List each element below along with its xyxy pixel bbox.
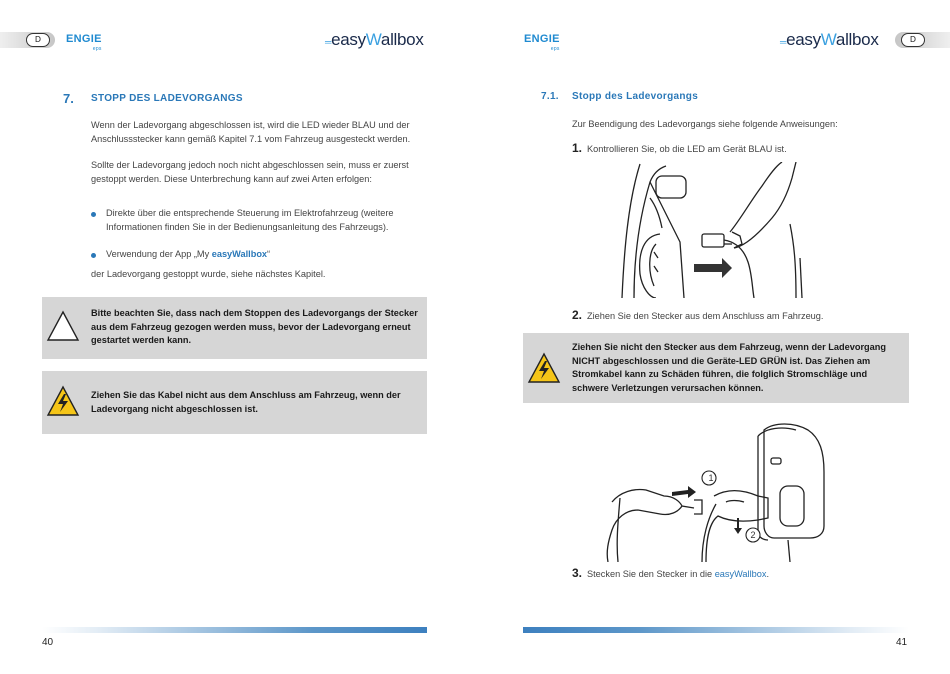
bullet-2-brand: easyWallbox [211,249,268,259]
caution-triangle-icon [46,310,80,342]
step-3-brand: easyWallbox [714,569,767,579]
engie-logo-sub: eps [550,46,560,52]
section-number: 7. [63,91,74,106]
warning-box-text: Ziehen Sie das Kabel nicht aus dem Anschluss am Fahrzeug, wenn der Ladevorgang nicht abgeschlossen ist. [91,390,401,414]
section-title: STOPP DES LADEVORGANGS [91,93,243,104]
brand-w: W [820,30,836,49]
bullet-dot [91,253,96,258]
engie-logo-sub: eps [92,46,102,52]
warning-box [42,371,427,434]
brand-w: W [365,30,381,49]
chapter-tab-left [0,32,55,48]
step-3-number: 3. [572,566,583,580]
step-3-suffix: . [766,569,769,579]
bullet-2-prefix: Verwendung der App „My [106,249,212,259]
footer-bar-left [42,627,427,633]
engie-logo-text: ENGIE [66,33,102,45]
paragraph-1: Wenn der Ladevorgang abgeschlossen ist, wird die LED wieder BLAU und der Anschlussstecker kann gemäß Kapitel 7.1 vom Fahrzeug ausgesteckt werden. [91,120,411,144]
callout-1: 1 [708,473,714,483]
warning-box-right [523,333,909,403]
step-1-number: 1. [572,141,583,155]
step-3-prefix: Stecken Sie den Stecker in die [587,569,715,579]
bullet-2-suffix: “ [267,249,271,259]
engie-logo [524,34,560,54]
paragraph-2: Sollte der Ladevorgang jedoch noch nicht abgeschlossen sein, muss er zuerst gestoppt werden. Diese Unterbrechung kann auf zwei Arten erfolgen: [91,160,409,184]
bullet-dot [91,212,96,217]
electric-hazard-icon [527,352,561,384]
step-2-text: Ziehen Sie den Stecker aus dem Anschluss am Fahrzeug. [587,311,824,321]
bullet-item-1 [106,207,424,234]
subsection-number: 7.1. [541,91,559,102]
brand-prefix: easy [786,30,821,49]
paragraph-3: der Ladevorgang gestoppt wurde, siehe nächstes Kapitel. [91,269,326,279]
engie-logo [66,34,102,54]
brand-prefix: easy [331,30,366,49]
unplug-illustration [620,162,806,298]
note-box-text: Bitte beachten Sie, dass nach dem Stoppen des Ladevorgangs der Stecker aus dem Fahrzeug gezogen werden muss, bevor der Ladevorgang erneut gestartet werden kann. [91,308,418,345]
easywallbox-logo: ═easyWallbox [325,30,424,49]
intro-text: Zur Beendigung des Ladevorgangs siehe folgende Anweisungen: [572,119,838,129]
page-number-left: 40 [42,637,54,648]
step-2-number: 2. [572,308,583,322]
subsection-title: Stopp des Ladevorgangs [572,91,699,102]
brand-suffix: allbox [380,30,424,49]
callout-2: 2 [750,530,756,540]
step-3-text [587,568,897,582]
bullet-1-text: Direkte über die entsprechende Steuerung im Elektrofahrzeug (weitere Informationen finden Sie in der Bedienungsanleitung des Fahrzeugs). [106,208,394,232]
page-number-right: 41 [896,637,908,648]
wallbox-illustration [598,422,828,562]
step-1-text: Kontrollieren Sie, ob die LED am Gerät BLAU ist. [587,144,787,154]
chapter-tab-right [895,32,950,48]
brand-suffix: allbox [835,30,879,49]
note-box [42,297,427,359]
chapter-tab-label: D [26,33,50,47]
footer-bar-right [523,627,909,633]
warning-box-right-text: Ziehen Sie nicht den Stecker aus dem Fahrzeug, wenn der Ladevorgang NICHT abgeschlossen und die Geräte-LED GRÜN ist. Das Ziehen am Stromkabel kann zu Schäden führen, die folglich Stromschläge und schwere Verletzungen verursachen können. [572,342,886,393]
chapter-tab-label: D [901,33,925,47]
engie-logo-text: ENGIE [524,33,560,45]
easywallbox-logo: ═easyWallbox [780,30,879,49]
electric-hazard-icon [46,385,80,417]
bullet-item-2 [106,248,424,262]
